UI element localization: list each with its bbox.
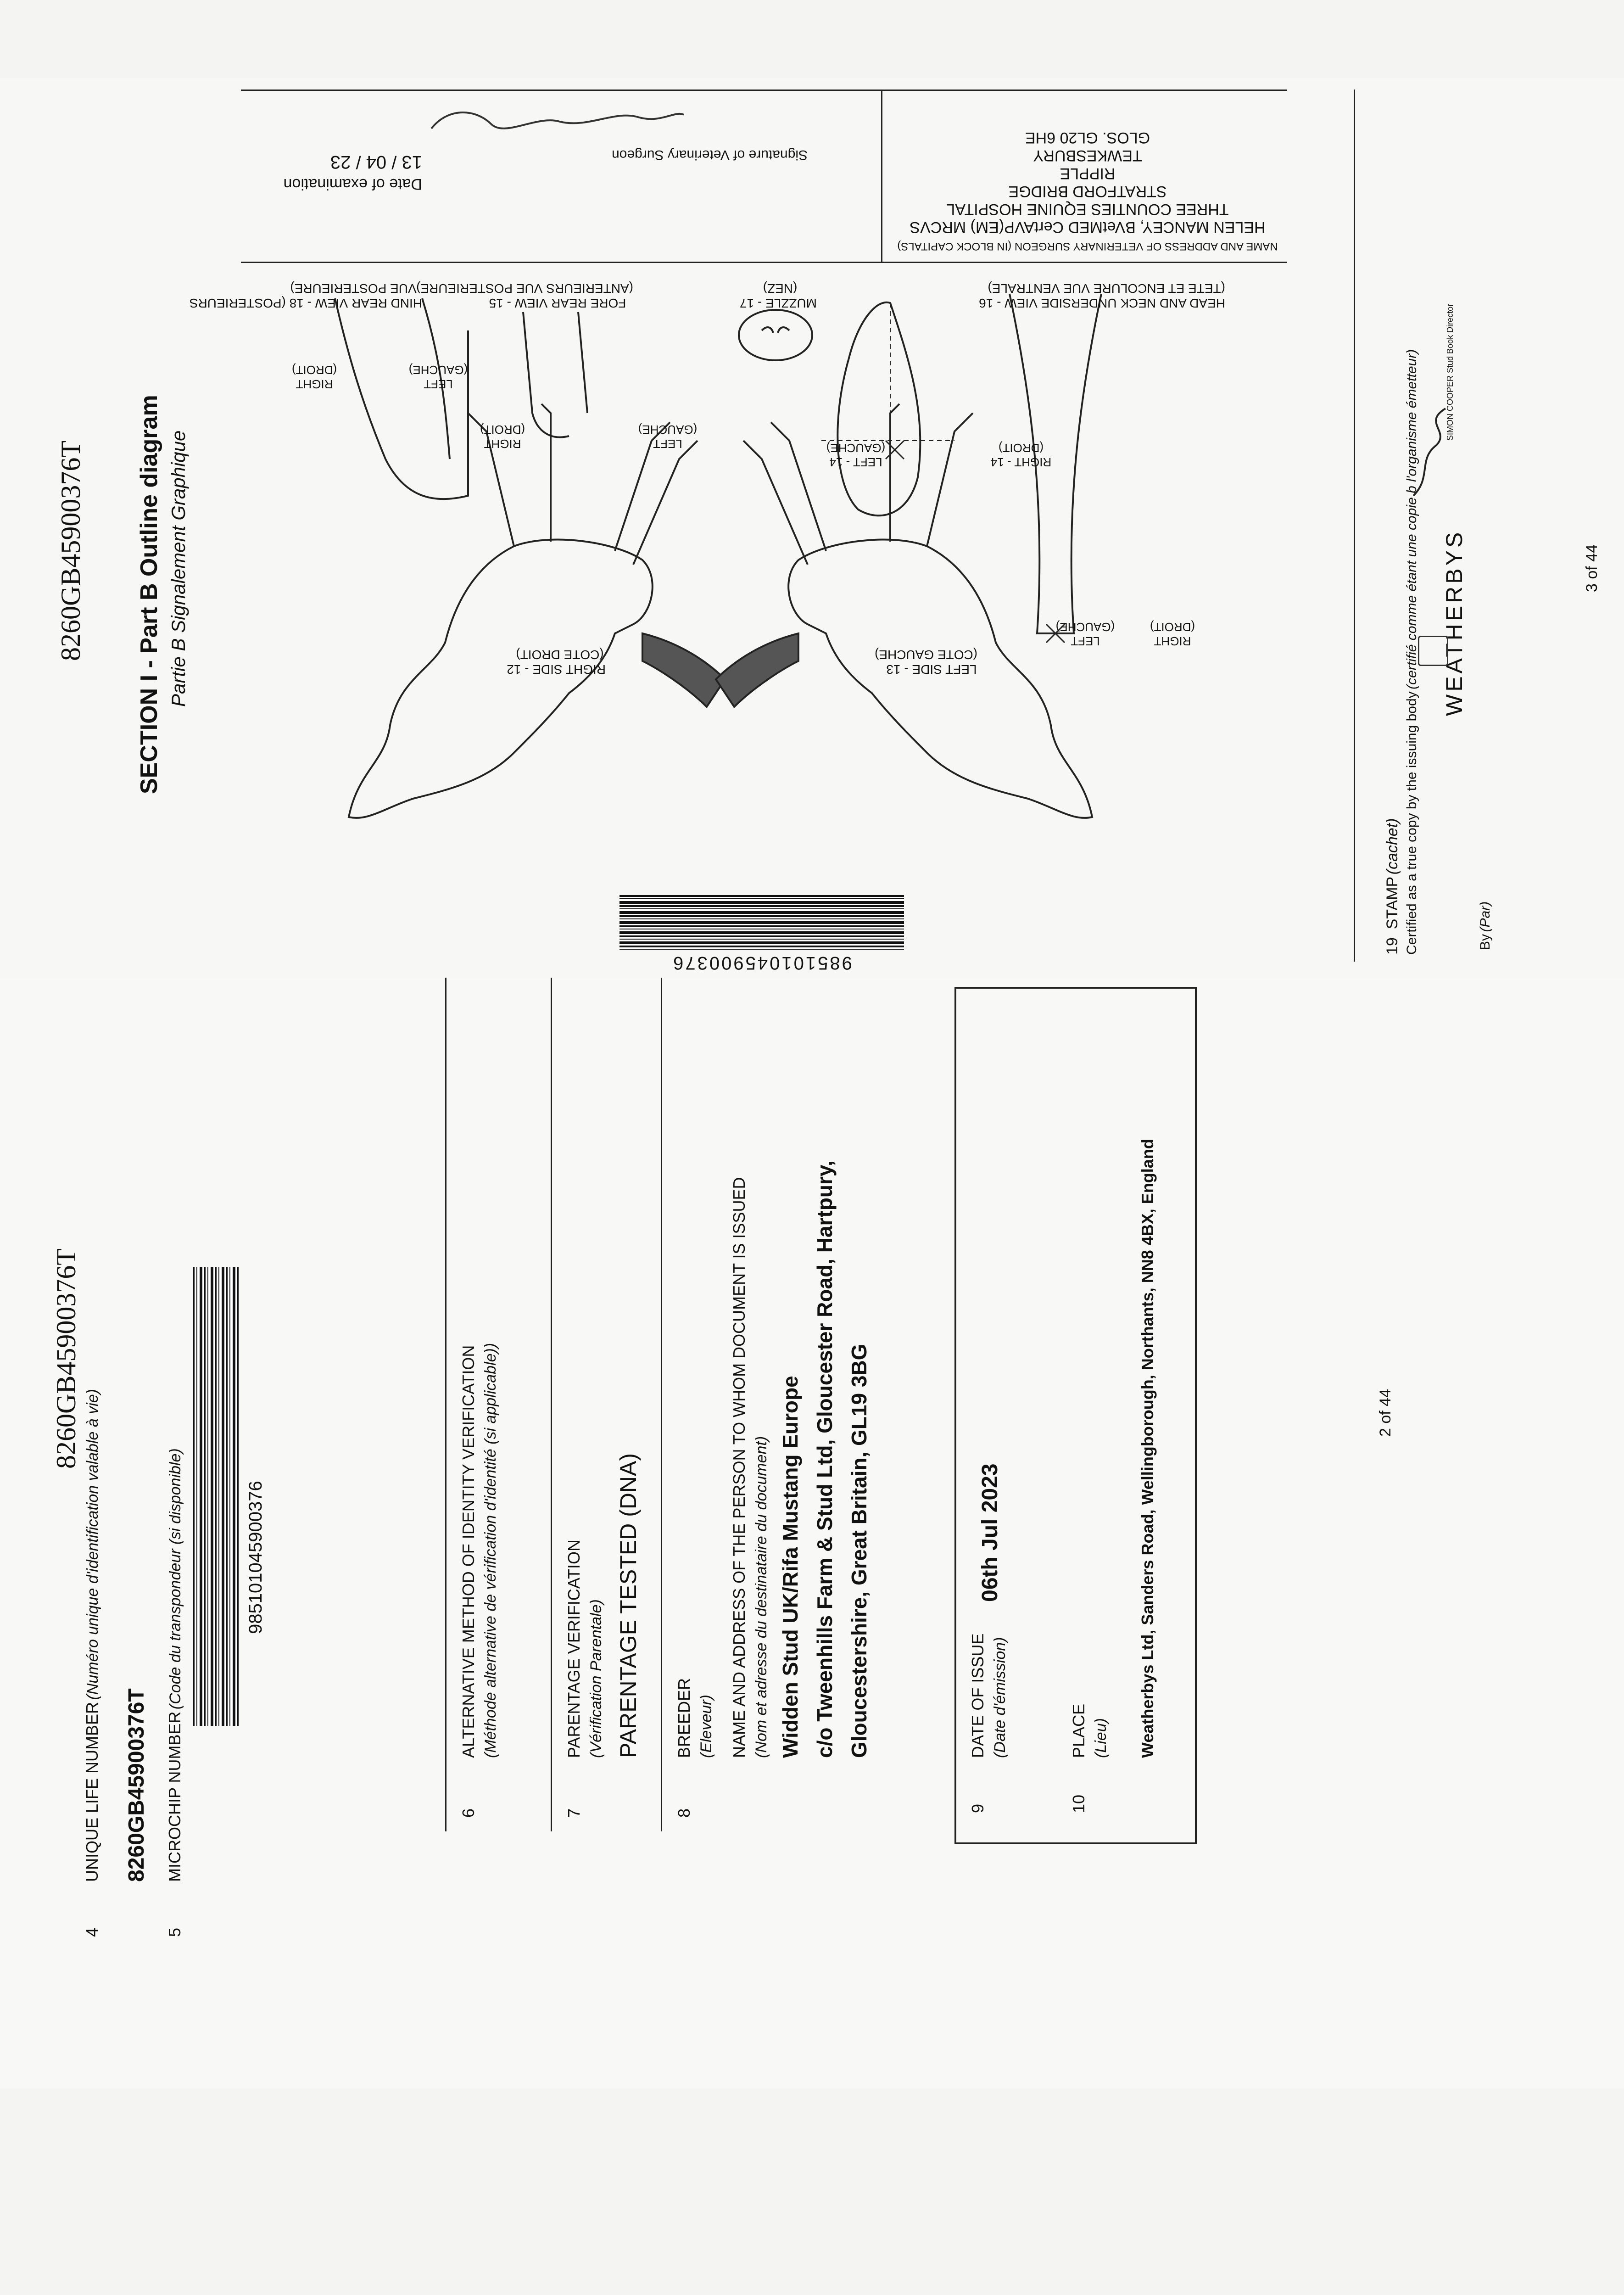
muzzle-view-label: MUZZLE - 17 (NEZ) xyxy=(739,281,817,310)
left-14-label: LEFT - 14 (GAUCHE) xyxy=(826,441,886,469)
issued-to-label: NAME AND ADDRESS OF THE PERSON TO WHOM DOCUMENT IS ISSUED xyxy=(730,1177,748,1758)
right-horse-tail xyxy=(642,633,725,707)
top-barcode-number: 985101045900376 xyxy=(671,953,852,973)
right-14-label: RIGHT - 14 (DROIT) xyxy=(990,441,1052,469)
exam-date-block: Date of examination 13 / 04 / 23 xyxy=(283,152,422,193)
field-9-num: 9 xyxy=(968,1803,987,1813)
vet-signature-label: Signature of Veterinary Surgeon xyxy=(612,147,808,162)
microchip-barcode xyxy=(193,1267,239,1726)
microchip-number: 985101045900376 xyxy=(246,1481,266,1634)
field-4-label: UNIQUE LIFE NUMBER (Numéro unique d'identification valable à vie) xyxy=(83,1389,101,1882)
date-of-issue-value: 06th Jul 2023 xyxy=(978,1463,1002,1602)
field-7-num: 7 xyxy=(564,1808,583,1818)
stamp-header: 19 STAMP (cachet) xyxy=(1384,818,1401,955)
top-page-number: 3 of 44 xyxy=(1583,544,1601,592)
head-neck-view-label: HEAD AND NECK UNDERSIDE VIEW - 16 (TETE ET ENCOLURE VUE VENTRALE) xyxy=(979,281,1225,310)
bottom-doc-id: 8260GB45900376T xyxy=(51,1248,81,1469)
top-barcode xyxy=(619,895,904,950)
field-8-label-fr: (Eleveur) xyxy=(698,1695,715,1758)
hind-rear-view-label: HIND REAR VIEW - 18 (POSTERIEURS VUE POSTERIEURE) xyxy=(189,281,422,310)
issued-to-line-3: Gloucestershire, Great Britain, GL19 3BG xyxy=(847,1343,871,1758)
stamp-signer: SIMON COOPER Stud Book Director xyxy=(1445,303,1455,441)
right-side-horse-body xyxy=(349,540,653,818)
field-6-label: ALTERNATIVE METHOD OF IDENTITY VERIFICATION xyxy=(459,1345,478,1758)
top-doc-id: 8260GB45900376T xyxy=(56,441,86,661)
parentage-value: PARENTAGE TESTED (DNA) xyxy=(615,1453,641,1758)
field-10-num: 10 xyxy=(1069,1794,1088,1813)
field-8-num: 8 xyxy=(675,1808,693,1818)
weatherbys-logo: WEATHERBYS xyxy=(1441,529,1467,716)
hind-right-label: RIGHT (DROIT) xyxy=(291,363,337,391)
field-8-label: BREEDER xyxy=(675,1678,693,1758)
date-of-issue-label-fr: (Date d'émission) xyxy=(991,1637,1009,1758)
left-side-view-label: LEFT SIDE - 13 (COTE GAUCHE) xyxy=(875,648,977,677)
stamp-signature xyxy=(1404,404,1459,505)
field-7-label-fr: (Vérification Parentale) xyxy=(587,1599,605,1758)
fore-rear-view-label: FORE REAR VIEW - 15 (ANTERIEURS VUE POSTERIEURE) xyxy=(416,281,633,310)
left-side-horse-body xyxy=(788,540,1092,818)
field-4-num: 4 xyxy=(83,1927,101,1937)
date-of-issue-label: DATE OF ISSUE xyxy=(968,1633,987,1758)
fore-rear-view xyxy=(523,312,569,437)
field-6-num: 6 xyxy=(459,1808,478,1818)
crest-icon xyxy=(1418,636,1448,666)
underside-left-label: LEFT (GAUCHE) xyxy=(1055,620,1115,648)
issued-to-line-1: Widden Stud UK/Rifa Mustang Europe xyxy=(778,1376,802,1758)
place-label: PLACE xyxy=(1069,1703,1088,1758)
stamp-certified: Certified as a true copy by the issuing body (certifié comme étant une copie b l'organisme émetteur) xyxy=(1404,349,1419,955)
muzzle-drawing xyxy=(739,310,812,360)
hind-rear-view xyxy=(335,298,468,499)
unique-life-number: 8260GB45900376T xyxy=(124,1688,149,1882)
vet-signature xyxy=(422,96,688,142)
field-5-num: 5 xyxy=(165,1927,184,1937)
left-horse-tail xyxy=(716,633,798,707)
section-title: SECTION I - Part B Outline diagram xyxy=(136,395,162,794)
field-7-label: PARENTAGE VERIFICATION xyxy=(564,1539,583,1758)
vet-address-block: NAME AND ADDRESS OF VETERINARY SURGEON (IN BLOCK CAPITALS) HELEN MANCEY, BVetMED CertAVP(EM) MRCVS THREE COUNTIES EQUINE HOSPITAL STRATFORD BRIDGE RIPPLE TEWKESBURY GLOS. GL20 6HE xyxy=(897,129,1278,252)
right-side-view-label: RIGHT SIDE - 12 (COTE DROIT) xyxy=(507,648,606,677)
place-label-fr: (Lieu) xyxy=(1092,1718,1110,1758)
section-subtitle: Partie B Signalement Graphique xyxy=(167,430,189,707)
underside-right-label: RIGHT (DROIT) xyxy=(1150,620,1195,648)
fore-left-label: LEFT (GAUCHE) xyxy=(638,423,698,451)
stamp-by: By (Par) xyxy=(1478,901,1493,950)
hind-left-label: LEFT (GAUCHE) xyxy=(408,363,468,391)
place-value: Weatherbys Ltd, Sanders Road, Wellingborough, Northants, NN8 4BX, England xyxy=(1138,1139,1157,1758)
issued-to-line-2: c/o Tweenhills Farm & Stud Ltd, Gloucester Road, Hartpury, xyxy=(813,1160,837,1758)
fore-right-label: RIGHT (DROIT) xyxy=(480,423,525,451)
field-6-label-fr: (Méthode alternative de vérification d'identité (si applicable)) xyxy=(482,1343,499,1758)
issued-to-label-fr: (Nom et adresse du destinataire du document) xyxy=(753,1436,770,1758)
field-5-label: MICROCHIP NUMBER (Code du transpondeur (si disponible) xyxy=(165,1448,184,1882)
head-front-view xyxy=(837,302,920,516)
bottom-page-number: 2 of 44 xyxy=(1377,1389,1394,1437)
